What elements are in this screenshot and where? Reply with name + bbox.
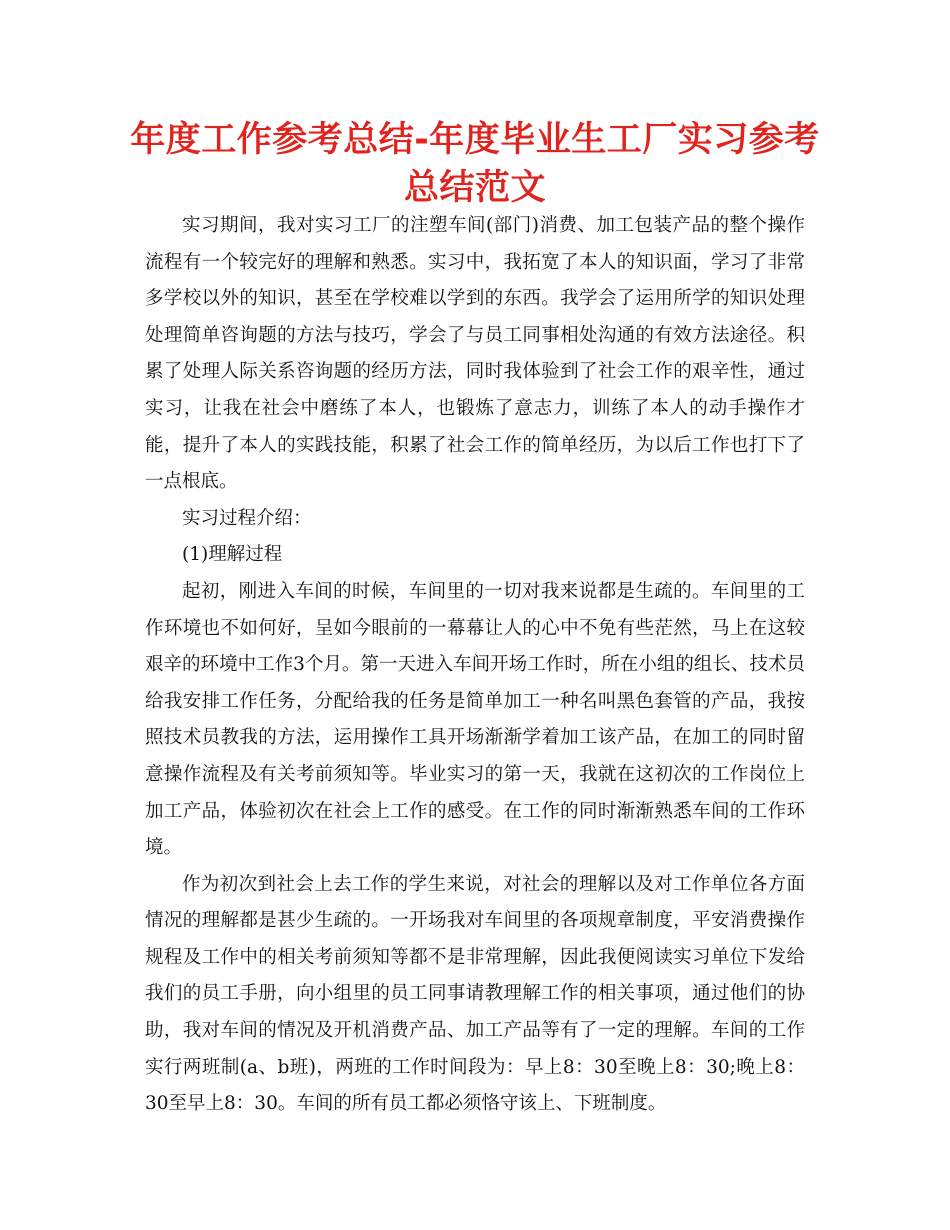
paragraph-workshop-rules: 作为初次到社会上去工作的学生来说，对社会的理解以及对工作单位各方面情况的理解都是甚少生疏的。一开场我对车间里的各项规章制度，平安消费操作规程及工作中的相关考前须知等都不是非常理解，因此我便阅读实习单位下发给我们的员工手册，向小组里的员工同事请教理解工作的相关事项，通过他们的协助，我对车间的情况及开机消费产品、加工产品等有了一定的理解。车间的工作实行两班制(a、b班)，两班的工作时间段为：早上8：30至晚上8：30;晚上8：30至早上8：30。车间的所有员工都必须恪守该上、下班制度。 bbox=[145, 873, 805, 1115]
paragraph-subheading-understanding: (1)理解过程 bbox=[182, 544, 283, 566]
document-body bbox=[145, 208, 805, 1123]
document-title: 年度工作参考总结-年度毕业生工厂实习参考总结范文 bbox=[130, 120, 820, 208]
paragraph-internship-summary: 实习期间，我对实习工厂的注塑车间(部门)消费、加工包装产品的整个操作流程有一个较完好的理解和熟悉。实习中，我拓宽了本人的知识面，学习了非常多学校以外的知识，甚至在学校难以学到的东西。我学会了运用所学的知识处理处理简单咨询题的方法与技巧，学会了与员工同事相处沟通的有效方法途径。积累了处理人际关系咨询题的经历方法，同时我体验到了社会工作的艰辛性，通过实习，让我在社会中磨练了本人，也锻炼了意志力，训练了本人的动手操作才能，提升了本人的实践技能，积累了社会工作的简单经历，为以后工作也打下了一点根底。 bbox=[145, 215, 805, 493]
paragraph-first-days: 起初，刚进入车间的时候，车间里的一切对我来说都是生疏的。车间里的工作环境也不如何好，呈如今眼前的一幕幕让人的心中不免有些茫然，马上在这较艰辛的环境中工作3个月。第一天进入车间开场工作时，所在小组的组长、技术员给我安排工作任务，分配给我的任务是简单加工一种名叫黑色套管的产品，我按照技术员教我的方法，运用操作工具开场渐渐学着加工该产品，在加工的同时留意操作流程及有关考前须知等。毕业实习的第一天，我就在这初次的工作岗位上加工产品，体验初次在社会上工作的感受。在工作的同时渐渐熟悉车间的工作环境。 bbox=[145, 580, 805, 859]
paragraph-process-heading: 实习过程介绍： bbox=[182, 507, 312, 529]
